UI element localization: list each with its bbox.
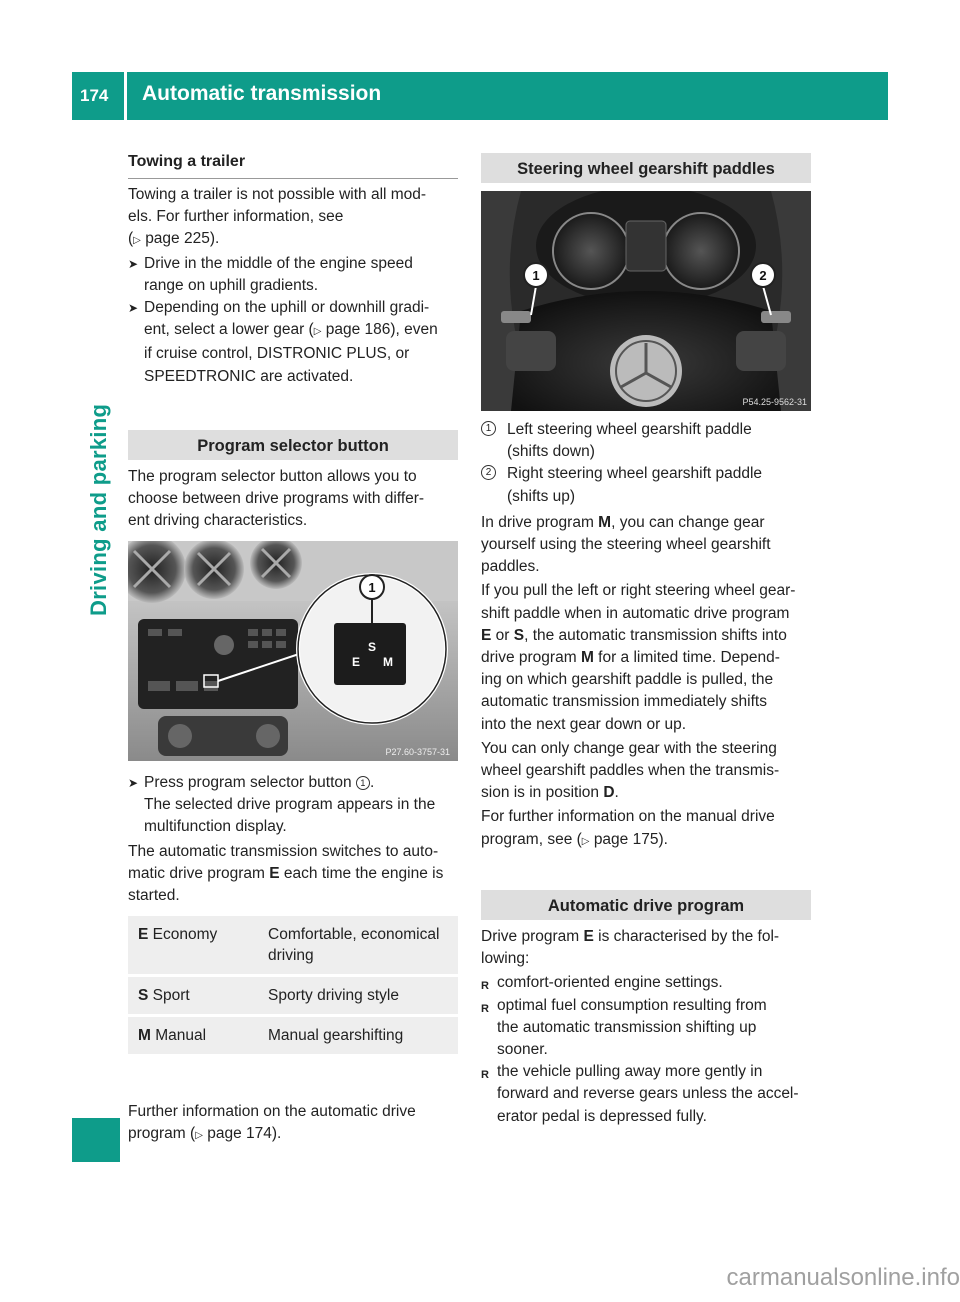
text-run: or — [491, 626, 514, 644]
legend-number: 2 — [481, 465, 496, 480]
further-info — [128, 1101, 463, 1147]
paragraph-line: The program selector button allows you to — [128, 468, 417, 485]
steering-wheel-photo — [481, 191, 811, 411]
paragraph-line: yourself using the steering wheel gearshift — [481, 536, 771, 554]
heading-text: Automatic drive program — [547, 897, 745, 915]
paragraph-line: The automatic transmission switches to auto- — [128, 842, 439, 860]
bullet-icon: R — [481, 980, 489, 993]
list-item-line: if cruise control, DISTRONIC PLUS, or — [144, 345, 410, 363]
list-item — [481, 972, 816, 994]
paragraph-line — [481, 829, 816, 853]
page-ref-icon: ▷ — [195, 1130, 203, 1142]
text-run-bold: E — [481, 626, 492, 644]
list-item-line: forward and reverse gears unless the accel- — [497, 1085, 799, 1103]
text-run: sion is in position — [481, 784, 604, 802]
text-run: In drive program — [481, 513, 599, 531]
text-run: , you can change gear — [611, 513, 765, 531]
paragraph-line — [481, 782, 816, 804]
mode-name: Economy — [152, 926, 218, 943]
button-label-e: E — [351, 655, 361, 669]
text-run: . — [614, 784, 619, 802]
section-tab-label: Driving and parking — [86, 403, 111, 616]
table-cell — [258, 916, 458, 976]
table-cell — [258, 1016, 458, 1056]
step-arrow-icon: ➤ — [128, 256, 139, 271]
paragraph-line — [481, 926, 816, 948]
page-ref-link[interactable]: page 186), even — [325, 321, 438, 339]
paragraph-line — [128, 863, 463, 885]
text-run: is characterised by the fol- — [593, 928, 780, 945]
table-cell — [128, 976, 258, 1016]
photo-code: P27.60-3757-31 — [385, 747, 450, 757]
header-separator — [124, 72, 127, 120]
paddles-heading — [481, 153, 811, 183]
mode-desc: Manual gearshifting — [268, 1027, 404, 1044]
paragraph-line: automatic transmission immediately shifts — [481, 693, 767, 711]
button-label-m: M — [383, 655, 393, 669]
list-item-line: the vehicle pulling away more gently in — [497, 1063, 763, 1081]
text-run: program ( — [128, 1125, 196, 1143]
auto-program-heading — [481, 890, 811, 920]
list-item-line: The selected drive program appears in the — [144, 796, 436, 814]
mode-desc: driving — [268, 947, 314, 964]
paragraph-line: ent driving characteristics. — [128, 512, 308, 530]
table-cell — [128, 916, 258, 976]
paragraph-line: into the next gear down or up. — [481, 715, 687, 733]
text-run: matic drive program — [128, 864, 270, 882]
text-run: . — [369, 774, 375, 791]
text-run: program, see ( — [481, 830, 582, 848]
paragraph-line: lowing: — [481, 950, 530, 968]
bullet-icon: R — [481, 1002, 489, 1015]
paragraph-line — [481, 647, 816, 669]
paragraph-line — [481, 625, 816, 647]
towing-body — [128, 184, 463, 388]
section-tab — [80, 376, 120, 616]
page-title: Automatic transmission — [142, 82, 382, 105]
mode-desc: Sporty driving style — [268, 987, 399, 1004]
mode-key: M — [138, 1027, 151, 1044]
table-cell — [128, 1016, 258, 1056]
text-run-bold: E — [269, 864, 280, 882]
paragraph-line: ing on which gearshift paddle is pulled, the — [481, 671, 774, 689]
program-selector-steps — [128, 772, 463, 907]
list-item — [128, 772, 463, 839]
table-row — [128, 976, 458, 1016]
towing-intro-line: els. For further information, see — [128, 208, 344, 226]
legend-line: Left steering wheel gearshift paddle — [507, 421, 752, 438]
mode-name: Manual — [155, 1027, 207, 1044]
paragraph-line: wheel gearshift paddles when the transmis- — [481, 762, 780, 780]
mode-key: S — [138, 987, 149, 1004]
callout-1-label: 1 — [532, 268, 540, 283]
towing-intro-line: Towing a trailer is not possible with all mod- — [128, 186, 427, 203]
text-run-bold: S — [513, 626, 525, 644]
legend-line: (shifts down) — [507, 443, 595, 461]
list-item-line: multifunction display. — [144, 818, 287, 836]
program-selector-intro — [128, 466, 463, 533]
paragraph-line: You can only change gear with the steering — [481, 739, 777, 757]
photo-code: P54.25-9562-31 — [742, 397, 807, 407]
paddles-body — [481, 419, 816, 853]
text-run-bold: D — [603, 784, 615, 802]
paragraph-line: For further information on the manual drive — [481, 808, 775, 826]
auto-program-body — [481, 926, 816, 1128]
table-row — [128, 1016, 458, 1056]
paragraph-line: shift paddle when in automatic drive program — [481, 604, 790, 622]
list-item-line: SPEEDTRONIC are activated. — [144, 367, 354, 385]
text-run: each time the engine is — [279, 864, 444, 882]
paragraph-line: choose between drive programs with differ- — [128, 490, 425, 508]
list-item-line: range on uphill gradients. — [144, 276, 319, 294]
list-item — [481, 995, 816, 1062]
program-selector-heading — [128, 430, 458, 460]
towing-heading-rule — [128, 178, 458, 179]
list-item — [128, 253, 463, 297]
step-arrow-icon: ➤ — [128, 776, 139, 790]
legend-line: Right steering wheel gearshift paddle — [507, 465, 763, 483]
page-ref-icon: ▷ — [313, 326, 322, 338]
page-ref-link[interactable]: page 225). — [145, 230, 220, 248]
list-item-line: the automatic transmission shifting up — [497, 1018, 757, 1036]
list-item-line — [144, 319, 463, 343]
list-item-line: Drive in the middle of the engine speed — [144, 254, 413, 272]
text-run: Drive program — [481, 928, 584, 945]
table-cell — [258, 976, 458, 1016]
paragraph-line: started. — [128, 887, 180, 905]
heading-text: Steering wheel gearshift paddles — [517, 160, 775, 178]
center-console-illustration — [128, 541, 458, 761]
section-tab-marker — [72, 1118, 120, 1162]
callout-2-label: 2 — [759, 268, 767, 283]
text-run-bold: E — [583, 928, 594, 945]
legend-item — [481, 463, 816, 507]
mode-key: E — [138, 926, 149, 943]
callout-1-label: 1 — [368, 580, 376, 595]
text-run: ent, select a lower gear ( — [144, 321, 314, 339]
paragraph-line: paddles. — [481, 558, 540, 576]
table-row — [128, 916, 458, 976]
text-run: for a limited time. Depend- — [593, 649, 780, 667]
page-number: 174 — [80, 86, 109, 105]
page-ref-link[interactable]: page 174). — [207, 1125, 282, 1143]
list-item — [481, 1061, 816, 1128]
list-item-line — [144, 772, 463, 794]
text-run: Press program selector button — [144, 774, 356, 791]
step-arrow-icon: ➤ — [128, 301, 139, 316]
list-item-line: erator pedal is depressed fully. — [497, 1107, 707, 1125]
text-run-bold: M — [598, 513, 612, 531]
drive-modes-table — [128, 916, 458, 1057]
paragraph-line — [481, 512, 816, 534]
legend-line: (shifts up) — [507, 487, 576, 505]
button-label-s: S — [367, 640, 377, 654]
towing-heading: Towing a trailer — [128, 153, 246, 170]
page-ref-link[interactable]: page 175). — [593, 830, 668, 848]
legend-item — [481, 419, 816, 463]
steering-wheel-illustration — [481, 191, 811, 411]
mode-name: Sport — [152, 987, 190, 1004]
list-item-line: sooner. — [497, 1041, 548, 1059]
list-item-line: Depending on the uphill or downhill gradi- — [144, 299, 430, 317]
list-item-line: optimal fuel consumption resulting from — [497, 996, 767, 1014]
paragraph-line — [128, 1123, 463, 1147]
text-run: , the automatic transmission shifts into — [524, 626, 787, 644]
text-run: drive program — [481, 649, 581, 667]
page-ref-icon: ▷ — [133, 235, 141, 247]
list-item-line: comfort-oriented engine settings. — [497, 974, 723, 992]
paragraph-line: Further information on the automatic drive — [128, 1103, 416, 1120]
callout-ref-1: 1 — [356, 776, 370, 790]
page-ref-icon: ▷ — [581, 835, 590, 847]
bullet-icon: R — [481, 1069, 489, 1082]
heading-text: Program selector button — [197, 437, 389, 455]
legend-number: 1 — [481, 421, 496, 436]
towing-intro-line: (▷ page 225). — [128, 230, 220, 248]
text-run-bold: M — [580, 649, 594, 667]
watermark: carmanualsonline.info — [726, 1264, 960, 1291]
list-item — [128, 297, 463, 388]
mode-desc: Comfortable, economical — [268, 926, 440, 943]
center-console-photo — [128, 541, 458, 761]
paragraph-line: If you pull the left or right steering wheel gear- — [481, 582, 796, 600]
